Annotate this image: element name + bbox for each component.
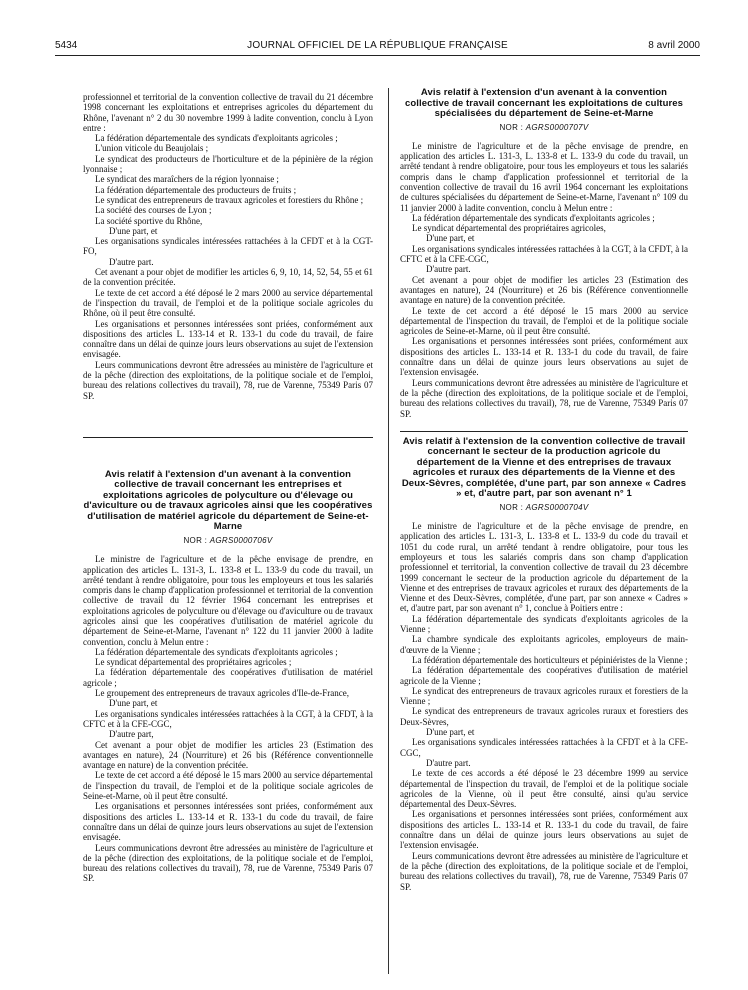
paragraph: D'une part, et (109, 225, 158, 236)
paragraph: L'union viticole du Beaujolais ; (95, 143, 209, 154)
header-rule (55, 55, 700, 56)
paragraph: D'une part, et (426, 233, 475, 244)
paragraph: Le syndicat départemental des propriétaires agricoles, (412, 223, 606, 234)
paragraph: Cet avenant a pour objet de modifier les articles 6, 9, 10, 14, 52, 54, 55 et 61 de la convention précitée. (83, 267, 373, 288)
column-left (83, 92, 373, 884)
paragraph: Les organisations syndicales intéressées rattachées à la CFDT et à la CGT-FO, (83, 236, 373, 257)
notice-seine-et-marne-polyculture (83, 470, 373, 884)
paragraph: Le syndicat des producteurs de l'horticulture et de la pépinière de la région lyonnaise ; (83, 153, 373, 175)
paragraph: Les organisations syndicales intéressées rattachées à la CGT, à la CFDT, à la CFTC et à la CFE-CGC, (83, 708, 373, 729)
paragraph: La fédération départementale des horticulteurs et pépiniéristes de la Vienne ; (412, 654, 688, 665)
paragraph: La société des courses de Lyon ; (95, 205, 212, 216)
notice-separator (400, 431, 688, 432)
paragraph: D'autre part. (426, 264, 471, 275)
continued-notice (83, 92, 373, 401)
paragraph: D'autre part. (426, 757, 471, 768)
notice-vienne-production-agricole (400, 437, 688, 892)
paragraph: Les organisations et personnes intéressées sont priées, conformément aux dispositions des articles L. 133-14 et R. 133-1 du code du travail, de faire connaître dans un délai de quinze jours leurs observations au sujet de l'extension envisagée. (83, 801, 373, 843)
issue-date: 8 avril 2000 (648, 40, 700, 51)
paragraph: Le syndicat des entrepreneurs de travaux agricoles et forestiers du Rhône ; (95, 194, 364, 205)
paragraph: La fédération départementale des syndicats d'exploitants agricoles ; (95, 133, 338, 144)
nor-label: NOR : (499, 122, 526, 132)
paragraph: Le syndicat des maraîchers de la région lyonnaise ; (95, 174, 279, 185)
paragraph: La fédération départementale des syndicats d'exploitants agricoles de la Vienne ; (400, 613, 688, 635)
paragraph: Le ministre de l'agriculture et de la pêche envisage de prendre, en application des articles L. 131-3, L. 133-8 et L. 133-9 du code du travail et 1051 du code rural, un arrêté tendant à rendre obligatoire, pour tous les employeurs et tous les salariés compris dans son champ d'application professionnel et territorial, la convention collective de travail du 23 décembre 1999 concernant le secteur de la production agricole du département de la Vienne et des entreprises de travaux agricoles et ruraux des départements de la Vienne et des Deux-Sèvres, complétée, d'une part, par son annexe « Cadres » et, d'autre part, par son avenant n° 1, conclue à Poitiers entre : (400, 521, 688, 614)
paragraph: D'autre part. (109, 256, 154, 267)
paragraph: La société sportive du Rhône, (95, 215, 203, 226)
paragraph: Les organisations et personnes intéressées sont priées, conformément aux dispositions des articles L. 133-14 et R. 133-1 du code du travail, de faire connaître dans un délai de quinze jours leurs observations au sujet de l'extension envisagée. (83, 318, 373, 360)
paragraph: Le syndicat départemental des propriétaires agricoles ; (95, 657, 292, 668)
paragraph: D'autre part, (109, 729, 154, 740)
paragraph: Le texte de cet accord a été déposé le 15 mars 2000 au service départemental de l'inspection du travail, de l'emploi et de la politique sociale agricoles de Seine-et-Marne, où il peut être consulté. (83, 770, 373, 802)
paragraph: Cet avenant a pour objet de modifier les articles 23 (Estimation des avantages en nature), 24 (Nourriture) et 26 bis (Référence conventionnelle avantage en nature) de la convention précitée. (83, 739, 373, 771)
column-divider (388, 88, 389, 974)
notice-seine-et-marne-cultures-specialisees (400, 88, 688, 419)
nor-reference (83, 536, 373, 546)
paragraph: Leurs communications devront être adressées au ministère de l'agriculture et de la pêche (direction des exploitations, de la politique sociale et de l'emploi, bureau des relations collectives du travail), 78, rue de Varenne, 75349 Paris 07 SP. (400, 377, 688, 419)
nor-reference (400, 503, 688, 513)
paragraph: Leurs communications devront être adressées au ministère de l'agriculture et de la pêche (direction des exploitations, de la politique sociale et de l'emploi, bureau des relations collectives du travail), 78, rue de Varenne, 75349 Paris 07 SP. (83, 842, 373, 884)
paragraph: Les organisations syndicales intéressées rattachées à la CGT, à la CFDT, à la CFTC et à la CFE-CGC, (400, 243, 688, 265)
paragraph: Le ministre de l'agriculture et de la pêche envisage de prendre, en application des articles L. 131-3, L. 133-8 et L. 133-9 du code du travail, un arrêté tendant à rendre obligatoire, pour tous les employeurs et tous les salariés compris dans le champ d'application professionnel et territorial de la convention collective de travail du 16 avril 1964 concernant les exploitations de cultures spécialisées du département de Seine-et-Marne, l'avenant n° 109 du 11 janvier 2000 à ladite convention, conclu à Melun entre : (400, 140, 688, 213)
notice-title: Avis relatif à l'extension d'un avenant à la convention collective de travail concernant les entreprises et exploitations agricoles de polyculture ou d'élevage ou d'aviculture ou de travaux agricoles ainsi que les coopératives d'utilisation de matériel agricole du département de Seine-et-Marne (83, 468, 373, 533)
paragraph: Leurs communications devront être adressées au ministère de l'agriculture et de la pêche (direction des exploitations, de la politique sociale et de l'emploi, bureau des relations collectives du travail), 78, rue de Varenne, 75349 Paris 07 SP. (83, 359, 373, 401)
paragraph: Le syndicat des entrepreneurs de travaux agricoles ruraux et forestiers de la Vienne ; (400, 685, 688, 707)
paragraph: Le ministre de l'agriculture et de la pêche envisage de prendre, en application des articles L. 131-3, L. 133-8 et L. 133-9 du code du travail, un arrêté tendant à rendre obligatoire, pour tous les employeurs et tous les salariés compris dans le champ d'application professionnel et territorial de la convention collective de travail du 12 février 1964 concernant les entreprises et exploitations agricoles de polyculture ou d'élevage ou d'aviculture ou de travaux agricoles ainsi que les coopératives d'utilisation de matériel agricole du département de Seine-et-Marne, l'avenant n° 122 du 11 janvier 2000 à ladite convention, conclu à Melun entre : (83, 554, 373, 647)
journal-title: JOURNAL OFFICIEL DE LA RÉPUBLIQUE FRANÇAISE (247, 40, 508, 51)
nor-label: NOR : (499, 502, 526, 512)
notice-title: Avis relatif à l'extension d'un avenant à la convention collective de travail concernant les exploitations de cultures spécialisées du département de Seine-et-Marne (404, 87, 684, 119)
paragraph: Le syndicat des entrepreneurs de travaux agricoles ruraux et forestiers des Deux-Sèvres, (400, 706, 688, 727)
paragraph: Le texte de ces accords a été déposé le 23 décembre 1999 au service départemental de l'inspection du travail, de l'emploi et de la politique sociale agricoles de la Vienne, où il peut être consulté, ainsi qu'au service départemental des Deux-Sèvres. (400, 768, 688, 810)
paragraph: D'une part, et (109, 698, 158, 709)
page-number: 5434 (55, 40, 78, 51)
nor-code: AGRS0000707V (525, 122, 589, 132)
paragraph: La fédération départementale des syndicats d'exploitants agricoles ; (95, 646, 338, 657)
paragraph: La fédération départementale des producteurs de fruits ; (95, 184, 297, 195)
paragraph: Le groupement des entrepreneurs de travaux agricoles d'Ile-de-France, (95, 688, 350, 699)
paragraph: La chambre syndicale des exploitants agricoles, employeurs de main-d'œuvre de la Vienne ; (400, 634, 688, 655)
paragraph: La fédération départementale des syndicats d'exploitants agricoles ; (412, 212, 655, 223)
nor-reference (400, 123, 688, 133)
paragraph: Le texte de cet accord a été déposé le 2 mars 2000 au service départemental de l'inspection du travail, de l'emploi et de la politique sociale agricoles du Rhône, où il peut être consulté. (83, 287, 373, 319)
notice-title: Avis relatif à l'extension de la convention collective de travail concernant le secteur de la production agricole du département de la Vienne et des entreprises de travaux agricoles et ruraux des départements de la Vienne et des Deux-Sèvres, complétée, d'une part, par son annexe « Cadres » et, d'autre part, par son avenant n° 1 (401, 435, 687, 500)
paragraph: Cet avenant a pour objet de modifier les articles 23 (Estimation des avantages en nature), 24 (Nourriture) et 26 bis (Référence conventionnelle avantage en nature) de la convention précitée. (400, 274, 688, 306)
page-header (55, 40, 700, 54)
paragraph: Les organisations et personnes intéressées sont priées, conformément aux dispositions des articles L. 133-14 et R. 133-1 du code du travail, de faire connaître dans un délai de quinze jours leurs observations au sujet de l'extension envisagée. (400, 809, 688, 851)
paragraph: D'une part, et (426, 727, 475, 738)
column-right (400, 88, 688, 892)
nor-code: AGRS0000706V (209, 535, 273, 545)
paragraph: Les organisations syndicales intéressées rattachées à la CFDT et à la CFE-CGC, (400, 737, 688, 758)
paragraph: Leurs communications devront être adressées au ministère de l'agriculture et de la pêche (direction des exploitations, de la politique sociale et de l'emploi, bureau des relations collectives du travail), 78, rue de Varenne, 75349 Paris 07 SP. (400, 850, 688, 892)
paragraph: professionnel et territorial de la convention collective de travail du 21 décembre 1998 concernant les exploitations et entreprises agricoles du département du Rhône, l'avenant n° 2 du 30 novembre 1999 à ladite convention, conclu à Lyon entre : (83, 92, 373, 133)
paragraph: Les organisations et personnes intéressées sont priées, conformément aux dispositions des articles L. 133-14 et R. 133-1 du code du travail, de faire connaître dans un délai de quinze jours leurs observations au sujet de l'extension envisagée. (400, 336, 688, 378)
notice-separator (83, 437, 373, 438)
paragraph: Le texte de cet accord a été déposé le 15 mars 2000 au service départemental de l'inspection du travail, de l'emploi et de la politique sociale agricoles de Seine-et-Marne, où il peut être consulté. (400, 305, 688, 337)
nor-code: AGRS0000704V (525, 502, 589, 512)
paragraph: La fédération départementale des coopératives d'utilisation de matériel agricole de la Vienne ; (400, 665, 688, 686)
paragraph: La fédération départementale des coopératives d'utilisation de matériel agricole ; (83, 667, 373, 688)
nor-label: NOR : (183, 535, 210, 545)
